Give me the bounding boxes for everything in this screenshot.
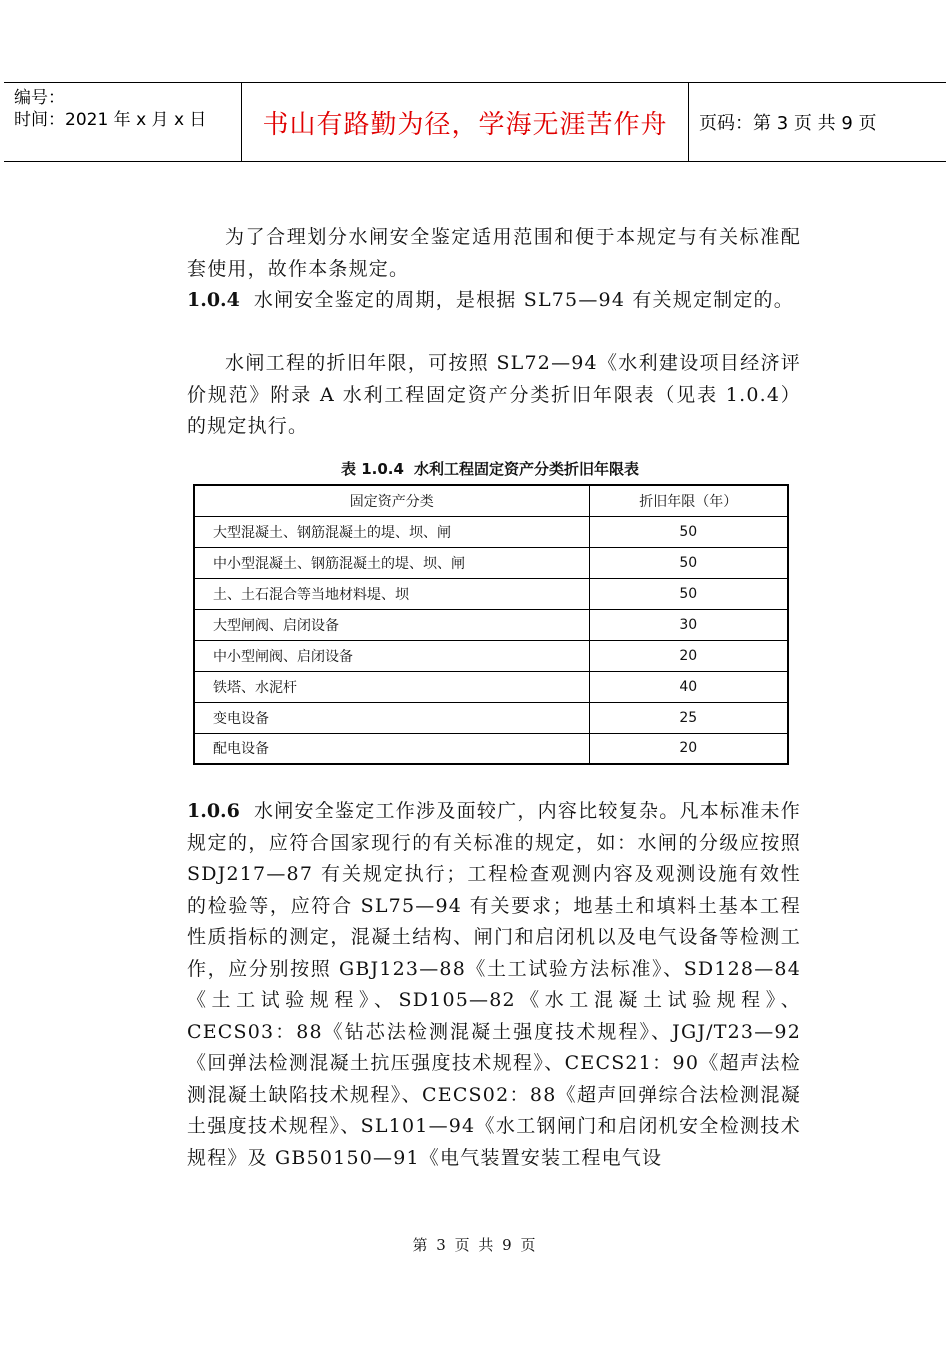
section-number: 1.0.6 (187, 800, 240, 822)
header-meta (4, 83, 242, 161)
table-row (194, 702, 788, 733)
page-footer: 第 3 页 共 9 页 (412, 1236, 538, 1254)
paragraph-scope: 为了合理划分水闸安全鉴定适用范围和便于本规定与有关标准配套使用，故作本条规定。 (187, 226, 801, 280)
category-cell: 大型闸阀、启闭设备 (194, 609, 589, 640)
section-number: 1.0.4 (187, 289, 240, 311)
document-time-label: 时间：2021 年 x 月 x 日 (14, 110, 207, 130)
section-1-0-4 (187, 285, 801, 317)
years-cell: 20 (589, 640, 788, 671)
section-text: 水闸安全鉴定的周期，是根据 SL75—94 有关规定制定的。 (253, 289, 794, 311)
paragraph-depreciation: 水闸工程的折旧年限，可按照 SL72—94《水利建设项目经济评价规范》附录 A 水利工程固定资产分类折旧年限表（见表 1.0.4）的规定执行。 (187, 352, 801, 437)
page-header (4, 82, 946, 162)
table-caption-title: 水利工程固定资产分类折旧年限表 (413, 460, 639, 478)
years-cell: 50 (589, 516, 788, 547)
document-number-label: 编号： (14, 88, 65, 108)
table-row (194, 640, 788, 671)
category-cell: 变电设备 (194, 702, 589, 733)
category-cell: 中小型闸阀、启闭设备 (194, 640, 589, 671)
category-cell: 铁塔、水泥杆 (194, 671, 589, 702)
section-text: 水闸安全鉴定工作涉及面较广，内容比较复杂。凡本标准未作规定的，应符合国家现行的有关标准的规定，如：水闸的分级应按照 SDJ217—87 有关规定执行；工程检查观测内容及观测设施有效性的检验等，应符合 SL75—94 有关要求；地基土和填料土基本工程性质指标的测定，混凝土结构、闸门和启闭机以及电气设备等检测工作，应分别按照 GBJ123—88《土工试验方法标准》、SD128—84《土工试验规程》、SD105—82《水工混凝土试验规程》、CECS03：88《钻芯法检测混凝土强度技术规程》、JGJ/T23—92《回弹法检测混凝土抗压强度技术规程》、CECS21：90《超声法检测混凝土缺陷技术规程》、CECS02：88《超声回弹综合法检测混凝土强度技术规程》、SL101—94《水工钢闸门和启闭机安全检测技术规程》及 GB50150—91《电气装置安装工程电气设 (187, 800, 801, 1169)
years-cell: 40 (589, 671, 788, 702)
column-header-category: 固定资产分类 (194, 485, 589, 516)
years-cell: 30 (589, 609, 788, 640)
column-header-years: 折旧年限（年） (589, 485, 788, 516)
table-caption-number: 表 1.0.4 (341, 460, 404, 478)
years-cell: 50 (589, 547, 788, 578)
category-cell: 配电设备 (194, 733, 589, 764)
section-1-0-6 (187, 796, 801, 1174)
header-page-info: 页码：第 3 页 共 9 页 (699, 113, 877, 134)
table-row (194, 578, 788, 609)
years-cell: 25 (589, 702, 788, 733)
table-row (194, 671, 788, 702)
table-row (194, 609, 788, 640)
table-row (194, 516, 788, 547)
table-row (194, 547, 788, 578)
table-header-row (194, 485, 788, 516)
category-cell: 中小型混凝土、钢筋混凝土的堤、坝、闸 (194, 547, 589, 578)
years-cell: 20 (589, 733, 788, 764)
table-row (194, 733, 788, 764)
header-motto: 书山有路勤为径，学海无涯苦作舟 (242, 83, 689, 161)
years-cell: 50 (589, 578, 788, 609)
depreciation-table (193, 484, 789, 765)
table-caption (190, 458, 790, 479)
category-cell: 大型混凝土、钢筋混凝土的堤、坝、闸 (194, 516, 589, 547)
category-cell: 土、土石混合等当地材料堤、坝 (194, 578, 589, 609)
